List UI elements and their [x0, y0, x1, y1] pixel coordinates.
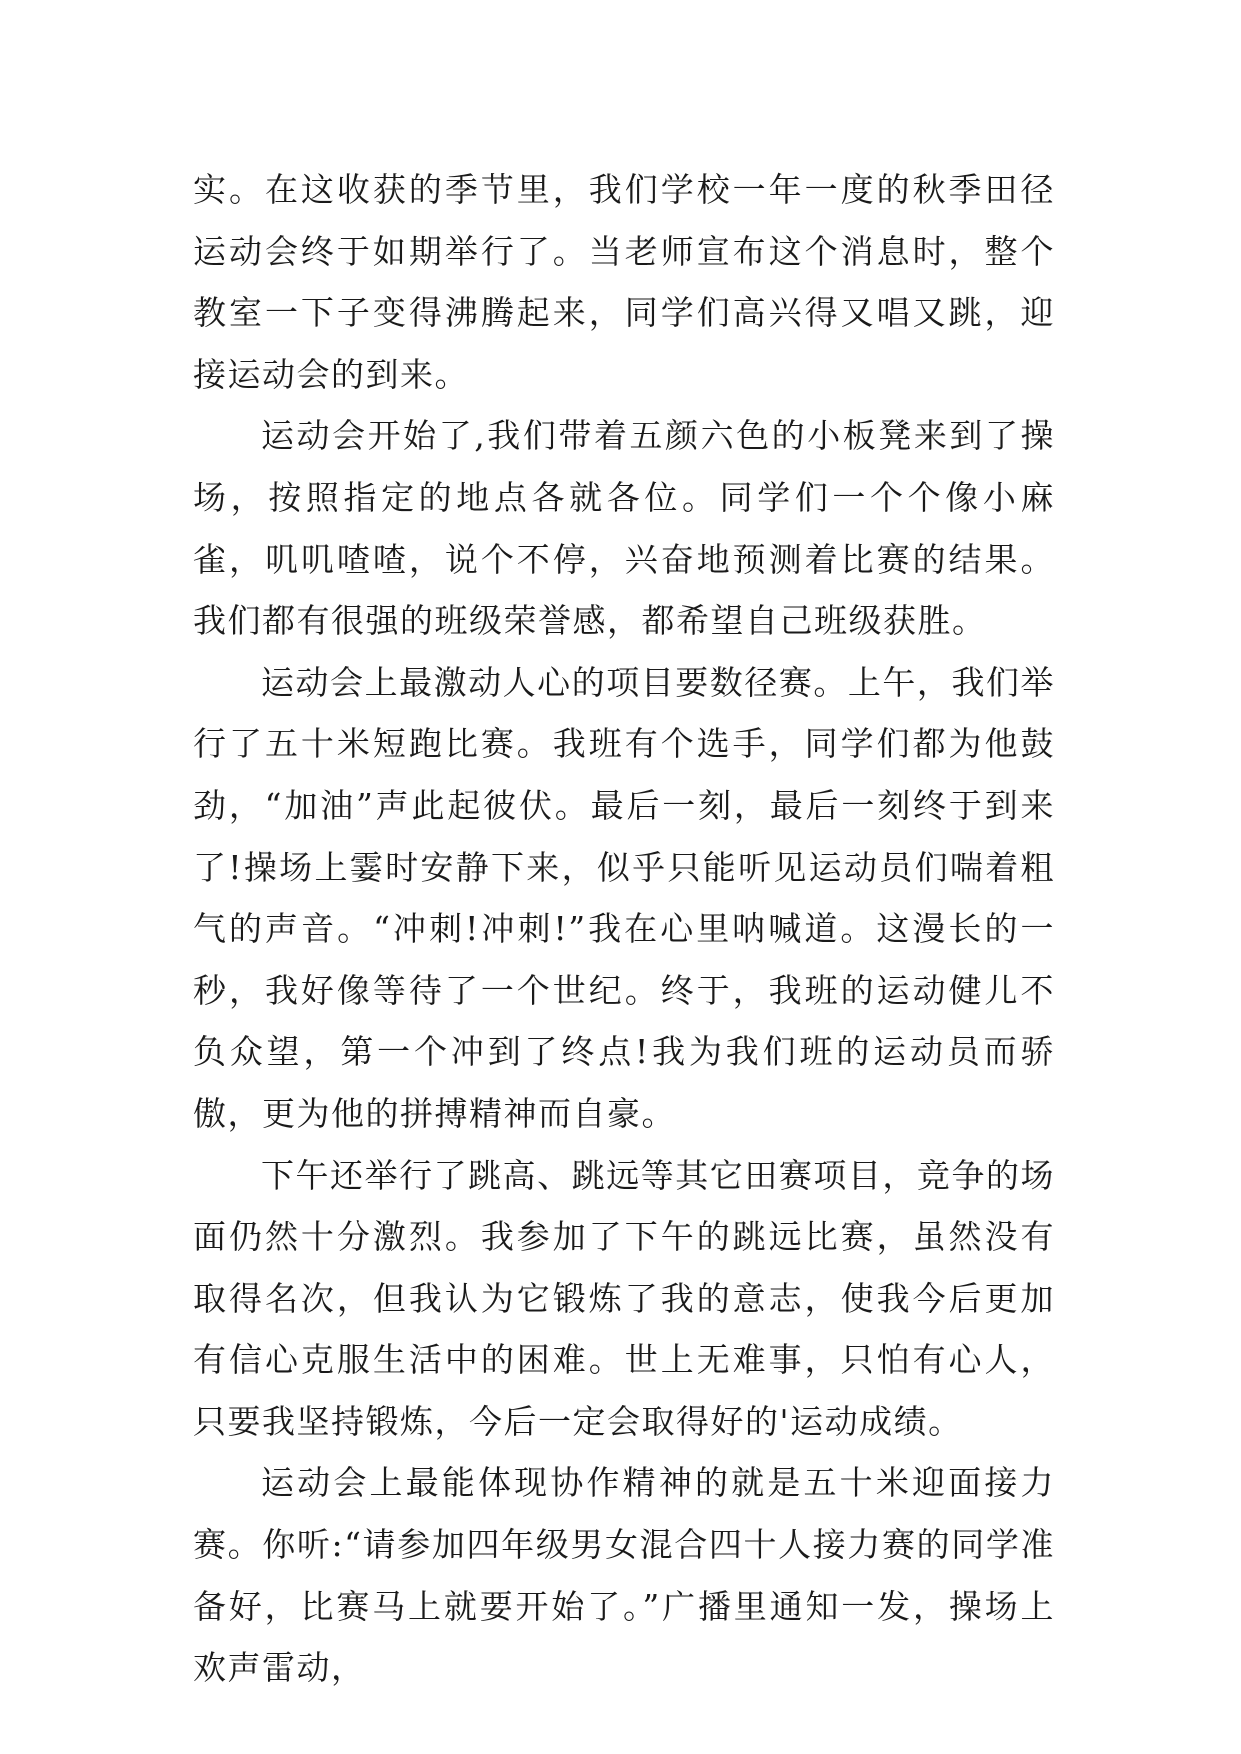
- paragraph-4: 下午还举行了跳高、跳远等其它田赛项目，竞争的场面仍然十分激烈。我参加了下午的跳远比赛，虽然没有取得名次，但我认为它锻炼了我的意志，使我今后更加有信心克服生活中的困难。世上无难事，只怕有心人，只要我坚持锻炼，今后一定会取得好的'运动成绩。: [193, 1155, 1055, 1441]
- paragraph-2: 运动会开始了,我们带着五颜六色的小板凳来到了操场，按照指定的地点各就各位。同学们一个个像小麻雀，叽叽喳喳，说个不停，兴奋地预测着比赛的结果。我们都有很强的班级荣誉感，都希望自己班级获胜。: [193, 416, 1055, 641]
- paragraph-3: 运动会上最激动人心的项目要数径赛。上午，我们举行了五十米短跑比赛。我班有个选手，同学们都为他鼓劲，“加油”声此起彼伏。最后一刻，最后一刻终于到来了!操场上霎时安静下来，似乎只能听见运动员们喘着粗气的声音。“冲刺!冲刺!”我在心里呐喊道。这漫长的一秒，我好像等待了一个世纪。终于，我班的运动健儿不负众望，第一个冲到了终点!我为我们班的运动员而骄傲，更为他的拼搏精神而自豪。: [193, 662, 1055, 1133]
- paragraph-1: 实。在这收获的季节里，我们学校一年一度的秋季田径运动会终于如期举行了。当老师宣布这个消息时，整个教室一下子变得沸腾起来，同学们高兴得又唱又跳，迎接运动会的到来。: [193, 170, 1055, 394]
- document-body: [193, 159, 1055, 1699]
- paragraph-5: 运动会上最能体现协作精神的就是五十米迎面接力赛。你听:“请参加四年级男女混合四十人接力赛的同学准备好，比赛马上就要开始了。”广播里通知一发，操场上欢声雷动，: [193, 1463, 1055, 1688]
